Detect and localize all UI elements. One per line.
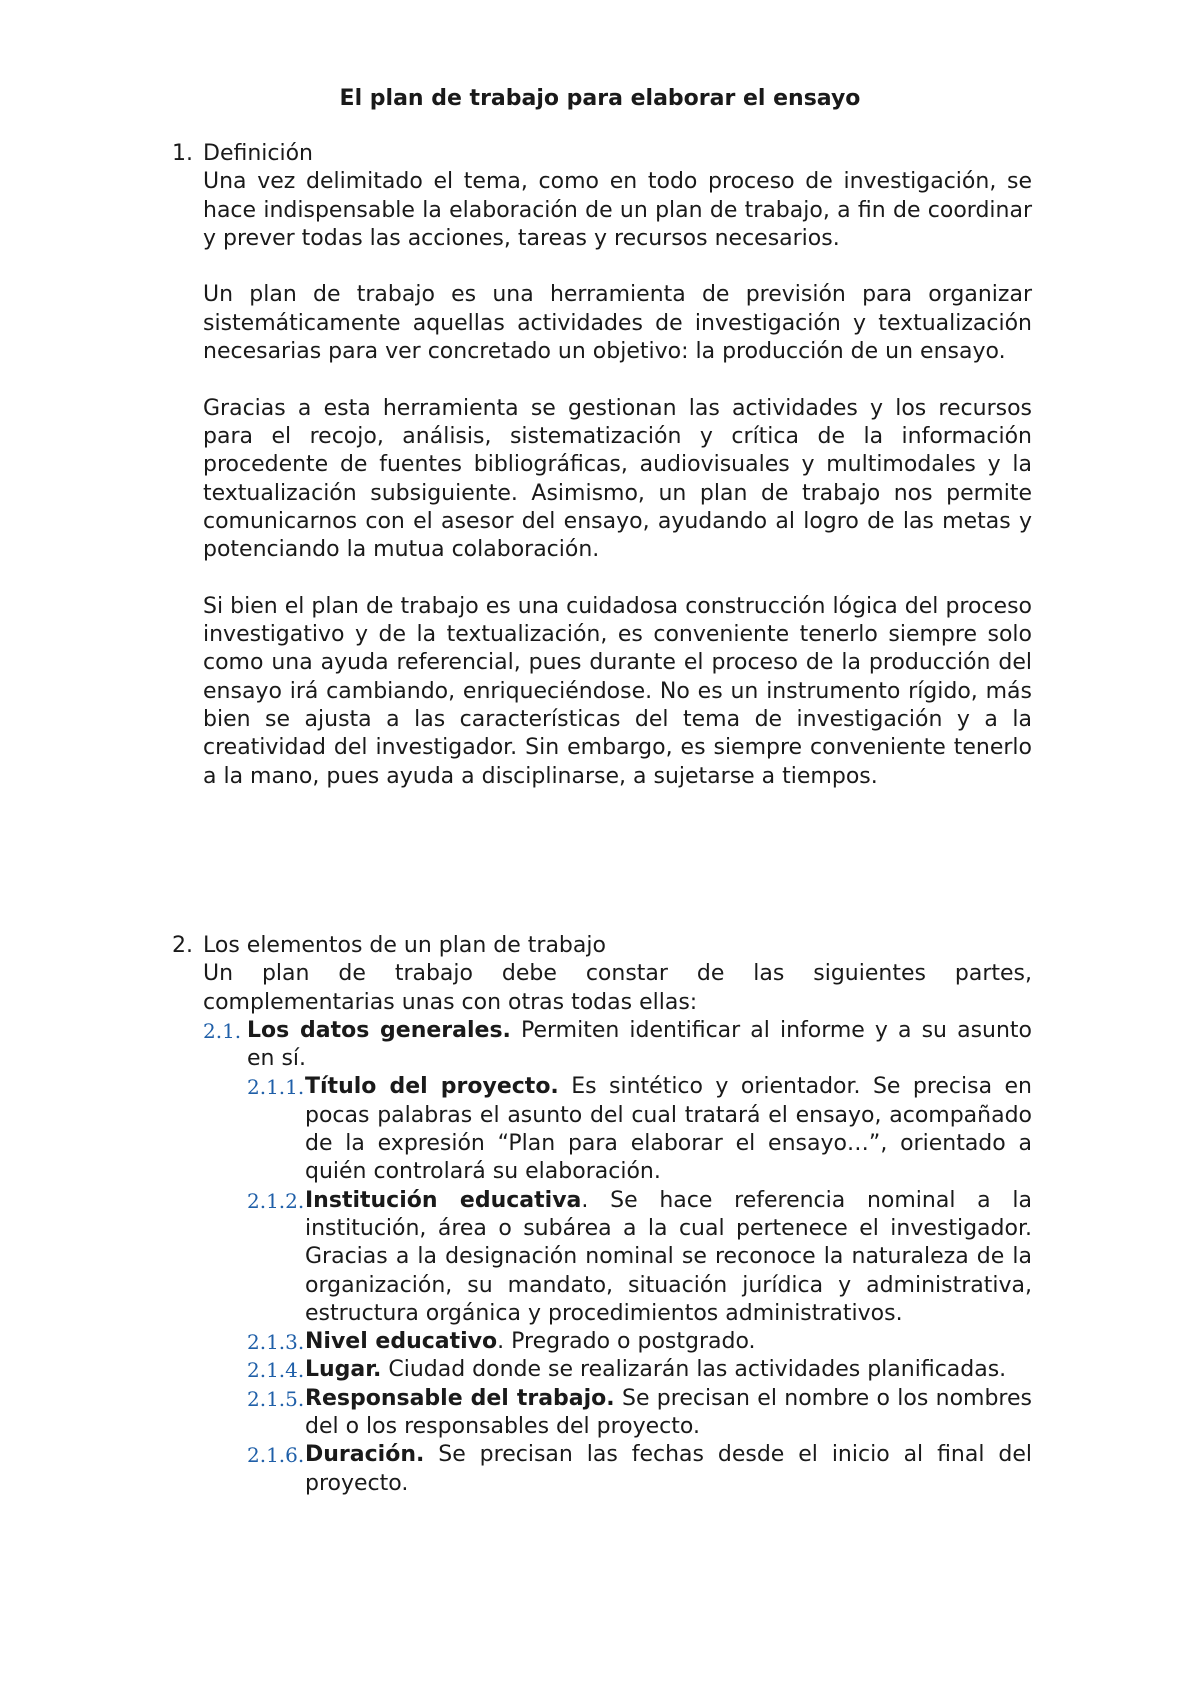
item-body: Se precisan las fechas desde el inicio al final del proyecto. — [305, 1442, 1032, 1496]
paragraph: Una vez delimitado el tema, como en todo proceso de investigación, se hace indispensable la elaboración de un plan de trabajo, a fin de coordinar y prever todas las acciones, tareas y recursos necesarios. — [203, 169, 1032, 251]
subsection-text — [247, 1017, 1032, 1074]
item-body: . Pregrado o postgrado. — [497, 1329, 756, 1355]
section-number: 2. — [172, 933, 193, 958]
list-item — [247, 1385, 1032, 1442]
item-text — [305, 1356, 1032, 1384]
list-item — [247, 1328, 1032, 1356]
item-text — [305, 1328, 1032, 1356]
item-number: 2.1.4. — [247, 1358, 305, 1383]
item-text — [305, 1385, 1032, 1442]
document-title: El plan de trabajo para elaborar el ensayo — [339, 86, 861, 111]
item-body: . Se hace referencia nominal a la institución, área o subárea a la cual pertenece el investigador. Gracias a la designación nominal se reconoce la naturaleza de la organización, su mandato, situación jurídica y administrativa, estructura orgánica y procedimientos administrativos. — [305, 1187, 1032, 1326]
subsection-title: Los datos generales. — [247, 1017, 511, 1043]
section-heading: Los elementos de un plan de trabajo — [203, 933, 606, 958]
item-title: Duración. — [305, 1442, 425, 1468]
item-body: Es sintético y orientador. Se precisa en pocas palabras el asunto del cual tratará el ensayo, acompañado de la expresión “Plan para elaborar el ensayo…”, orientado a quién controlará su elaboración. — [305, 1074, 1032, 1185]
item-body: Ciudad donde se realizarán las actividades planificadas. — [381, 1357, 1007, 1383]
item-text — [305, 1441, 1032, 1498]
item-title: Responsable del trabajo. — [305, 1385, 615, 1411]
section-number: 1. — [172, 141, 193, 166]
item-title: Título del proyecto. — [305, 1074, 559, 1100]
section-2 — [172, 932, 1032, 1498]
subsection-items — [247, 1073, 1032, 1497]
item-number: 2.1.1. — [247, 1075, 305, 1100]
list-item — [247, 1073, 1032, 1186]
section-heading: Definición — [203, 141, 313, 166]
list-item — [247, 1187, 1032, 1328]
item-number: 2.1.6. — [247, 1443, 305, 1468]
subsection-2-1 — [203, 1017, 1032, 1074]
section-1 — [172, 140, 1032, 791]
list-item — [247, 1441, 1032, 1498]
item-number: 2.1.5. — [247, 1386, 305, 1411]
item-title: Lugar. — [305, 1357, 382, 1383]
item-number: 2.1.2. — [247, 1188, 305, 1213]
list-item — [247, 1356, 1032, 1384]
section-intro: Un plan de trabajo debe constar de las siguientes partes, complementarias unas con otras todas ellas: — [203, 961, 1032, 1015]
subsection-body: Permiten identificar al informe y a su asunto en sí. — [247, 1017, 1033, 1072]
item-body: Se precisan el nombre o los nombres del o los responsables del proyecto. — [305, 1385, 1032, 1440]
subsection-number: 2.1. — [203, 1018, 242, 1043]
item-text — [305, 1187, 1032, 1328]
item-text — [305, 1073, 1032, 1186]
item-title: Nivel educativo — [305, 1329, 498, 1355]
item-number: 2.1.3. — [247, 1330, 305, 1355]
item-title: Institución educativa — [305, 1187, 582, 1213]
paragraph: Si bien el plan de trabajo es una cuidadosa construcción lógica del proceso investigativo y de la textualización, es conveniente tenerlo siempre solo como una ayuda referencial, pues durante el proceso de la producción del ensayo irá cambiando, enriqueciéndose. No es un instrumento rígido, más bien se ajusta a las características del tema de investigación y a la creatividad del investigador. Sin embargo, es siempre conveniente tenerlo a la mano, pues ayuda a disciplinarse, a sujetarse a tiempos. — [203, 593, 1032, 789]
paragraph: Un plan de trabajo es una herramienta de previsión para organizar sistemáticamente aquellas actividades de investigación y textualización necesarias para ver concretado un objetivo: la producción de un ensayo. — [203, 282, 1032, 365]
paragraph: Gracias a esta herramienta se gestionan las actividades y los recursos para el recojo, análisis, sistematización y crítica de la información procedente de fuentes bibliográficas, audiovisuales y multimodales y la textualización subsiguiente. Asimismo, un plan de trabajo nos permite comunicarnos con el asesor del ensayo, ayudando al logro de las metas y potenciando la mutua colaboración. — [203, 395, 1032, 563]
